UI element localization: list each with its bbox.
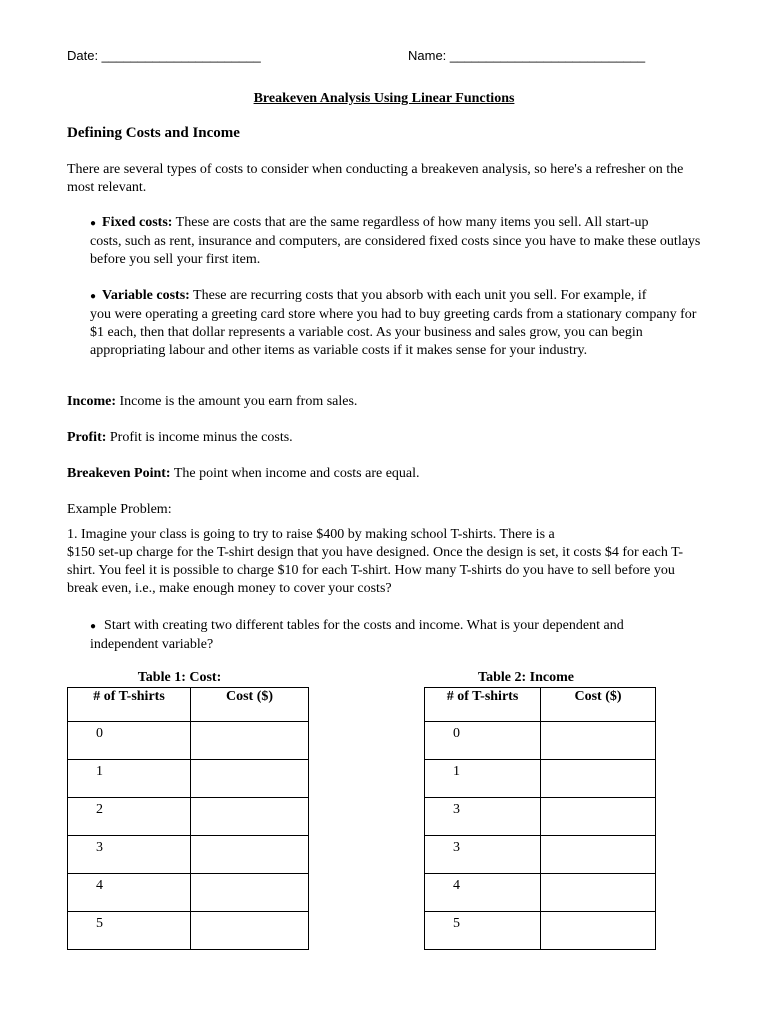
fixed-costs-bullet bbox=[90, 214, 710, 269]
income-text: Income is the amount you earn from sales. bbox=[116, 394, 358, 409]
tshirt-count-cell: 2 bbox=[68, 798, 191, 836]
bullet-icon: ● bbox=[90, 621, 97, 632]
date-field-label: Date: ______________________ bbox=[67, 48, 261, 63]
table-row bbox=[68, 874, 309, 912]
table1-caption: Table 1: Cost: bbox=[137, 670, 222, 685]
cost-input-cell[interactable] bbox=[191, 874, 309, 912]
tshirt-count-cell: 5 bbox=[68, 912, 191, 950]
tshirt-count-cell: 0 bbox=[425, 722, 541, 760]
column-header-tshirts: # of T-shirts bbox=[68, 688, 191, 722]
column-header-cost: Cost ($) bbox=[191, 688, 309, 722]
fixed-costs-term: Fixed costs: bbox=[102, 215, 173, 230]
table-row bbox=[68, 760, 309, 798]
variable-costs-term: Variable costs: bbox=[102, 288, 190, 303]
problem-paragraph bbox=[67, 526, 697, 598]
income-input-cell[interactable] bbox=[541, 836, 656, 874]
cost-input-cell[interactable] bbox=[191, 760, 309, 798]
tshirt-count-cell: 5 bbox=[425, 912, 541, 950]
income-input-cell[interactable] bbox=[541, 912, 656, 950]
table-row bbox=[68, 722, 309, 760]
bullet-icon: ● bbox=[90, 218, 97, 229]
tshirt-count-cell: 3 bbox=[68, 836, 191, 874]
tshirt-count-cell: 0 bbox=[68, 722, 191, 760]
income-definition bbox=[67, 393, 707, 411]
problem-rest: $150 set-up charge for the T-shirt design that you have designed. Once the design is set, it costs $4 for each T-shirt. You feel it is possible to charge $10 for each T-shirt. How many T-shirts do you have to sell before you break even, i.e., make enough money to cover your costs? bbox=[67, 545, 683, 596]
cost-table bbox=[67, 687, 309, 950]
table-row bbox=[68, 912, 309, 950]
intro-paragraph: There are several types of costs to consider when conducting a breakeven analysis, so here's a refresher on the most relevant. bbox=[67, 162, 684, 195]
table-row bbox=[425, 874, 656, 912]
variable-costs-line1: These are recurring costs that you absorb with each unit you sell. For example, if bbox=[189, 288, 647, 303]
tshirt-count-cell: 3 bbox=[425, 836, 541, 874]
tshirt-count-cell: 4 bbox=[425, 874, 541, 912]
income-input-cell[interactable] bbox=[541, 760, 656, 798]
income-table bbox=[424, 687, 656, 950]
tshirt-count-cell: 4 bbox=[68, 874, 191, 912]
tshirt-count-cell: 3 bbox=[425, 798, 541, 836]
section-heading: Defining Costs and Income bbox=[67, 125, 240, 141]
name-field-label: Name: ___________________________ bbox=[408, 48, 646, 63]
table-row bbox=[425, 798, 656, 836]
cost-input-cell[interactable] bbox=[191, 836, 309, 874]
fixed-costs-rest: costs, such as rent, insurance and computers, are considered fixed costs since you have to make these outlays before you sell your first item. bbox=[90, 234, 701, 267]
table-header-row bbox=[68, 688, 309, 722]
column-header-tshirts: # of T-shirts bbox=[425, 688, 541, 722]
table-header-row bbox=[425, 688, 656, 722]
tshirt-count-cell: 1 bbox=[68, 760, 191, 798]
income-input-cell[interactable] bbox=[541, 874, 656, 912]
example-label: Example Problem: bbox=[67, 502, 172, 517]
table-row bbox=[68, 798, 309, 836]
table-row bbox=[425, 722, 656, 760]
breakeven-definition bbox=[67, 465, 707, 483]
income-input-cell[interactable] bbox=[541, 798, 656, 836]
breakeven-term: Breakeven Point: bbox=[67, 466, 171, 481]
bullet-icon: ● bbox=[90, 291, 97, 302]
cost-input-cell[interactable] bbox=[191, 912, 309, 950]
table-row bbox=[425, 836, 656, 874]
variable-costs-bullet bbox=[90, 287, 710, 360]
problem-line1: 1. Imagine your class is going to try to raise $400 by making school T-shirts. There is a bbox=[67, 527, 555, 542]
table-row bbox=[425, 912, 656, 950]
fixed-costs-line1: These are costs that are the same regardless of how many items you sell. All start-up bbox=[172, 215, 649, 230]
cost-input-cell[interactable] bbox=[191, 798, 309, 836]
income-input-cell[interactable] bbox=[541, 722, 656, 760]
variable-costs-rest: you were operating a greeting card store where you had to buy greeting cards from a stationary company for $1 each, then that dollar represents a variable cost. As your business and sales grow, you can begin appropriating labour and other items as variable costs if it makes sense for your industry. bbox=[90, 307, 697, 358]
table2-caption: Table 2: Income bbox=[478, 670, 574, 685]
page-title: Breakeven Analysis Using Linear Functions bbox=[253, 91, 515, 106]
profit-definition bbox=[67, 429, 707, 447]
profit-text: Profit is income minus the costs. bbox=[106, 430, 293, 445]
tshirt-count-cell: 1 bbox=[425, 760, 541, 798]
task-text: Start with creating two different tables for the costs and income. What is your dependent and independent variable? bbox=[90, 618, 624, 652]
table-row bbox=[68, 836, 309, 874]
profit-term: Profit: bbox=[67, 430, 107, 445]
breakeven-text: The point when income and costs are equal. bbox=[170, 466, 420, 481]
cost-input-cell[interactable] bbox=[191, 722, 309, 760]
income-term: Income: bbox=[67, 394, 116, 409]
table-row bbox=[425, 760, 656, 798]
column-header-cost: Cost ($) bbox=[541, 688, 656, 722]
task-bullet bbox=[90, 617, 690, 654]
